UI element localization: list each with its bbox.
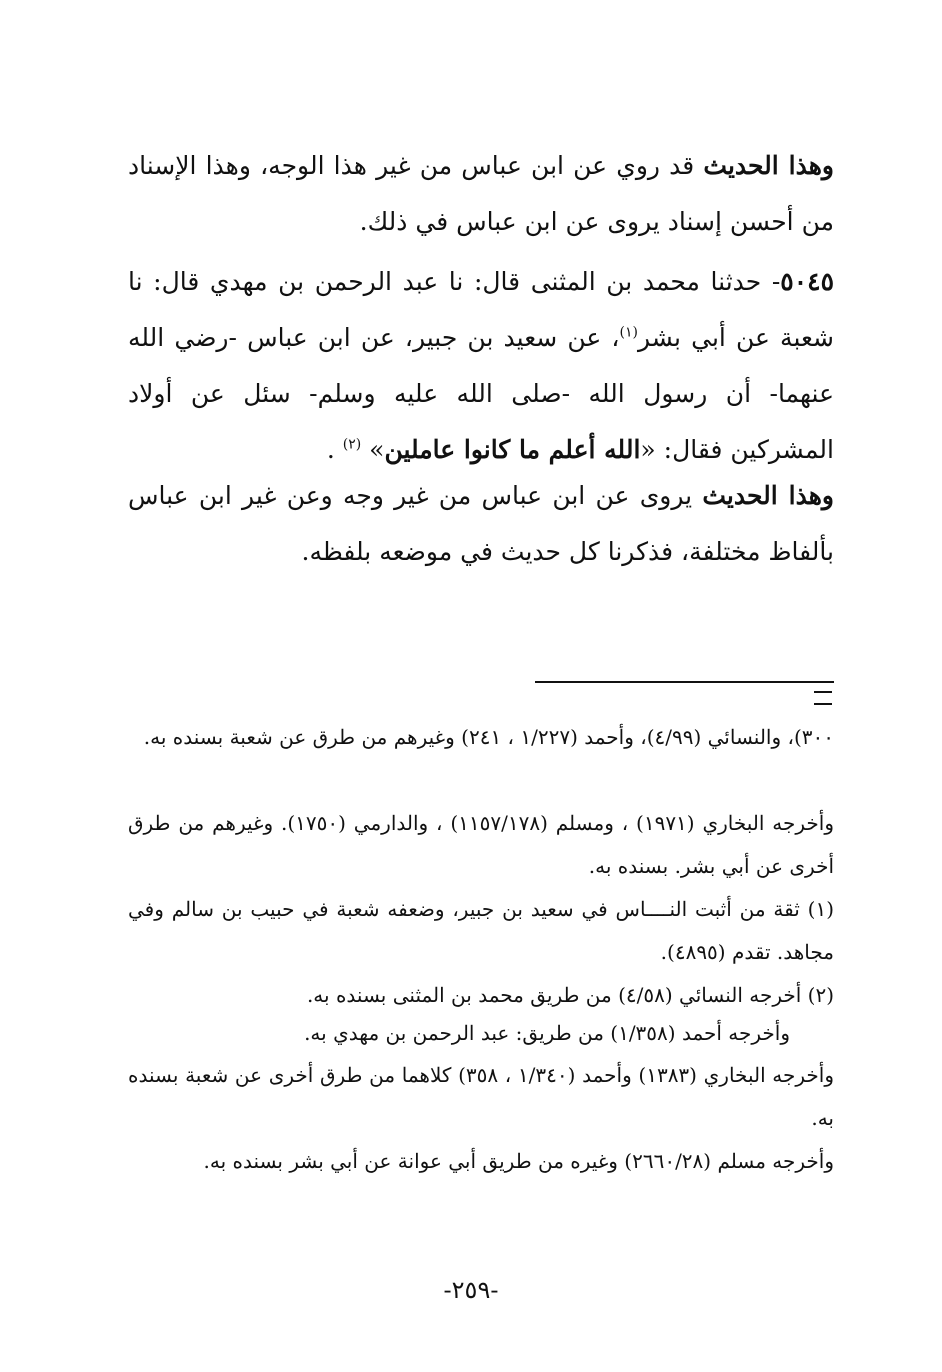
paragraph-1-text: قد روي عن ابن عباس من غير هذا الوجه، وهذا الإسناد من أحسن إسناد يروى عن ابن عباس في ذلك. [128, 151, 834, 236]
footnote-ref-2: (٢) [342, 436, 362, 453]
paragraph-1-lead: وهذا الحديث [703, 151, 834, 180]
footnote-continued-b: وأخرجه البخاري (١٩٧١) ، ومسلم (١١٥٧/١٧٨) ، والدارمي (١٧٥٠). وغيرهم من طرق أخرى عن أبي بشر. بسنده به. [128, 811, 834, 878]
hadith-5045 [128, 254, 834, 478]
hadith-quote: الله أعلم ما كانوا عاملين [384, 435, 641, 464]
footnote-2-line-b: وأخرجه أحمد (١/٣٥٨) من طريق: عبد الرحمن بن مهدي به. [304, 1021, 790, 1045]
paragraph-3 [128, 468, 834, 580]
footnote-2: (٢) أخرجه النسائي (٤/٥٨) من طريق محمد بن المثنى بسنده به. [306, 983, 834, 1007]
footnote-1: (١) ثقة من أثبت النــــاس في سعيد بن جبير، وضعفه شعبة في حبيب بن سالم وفي مجاهد. تقدم (٤٨٩٥). [128, 897, 834, 964]
hadith-quote-end: » [361, 435, 385, 464]
footnote-continued-a: ٣٠٠)، والنسائي (٤/٩٩)، وأحمد (١/٢٢٧ ، ٢٤١) وغيرهم من طرق عن شعبة بسنده به. [143, 725, 834, 749]
footnote-2-line-d: وأخرجه مسلم (٢٦٦٠/٢٨) وغيره من طريق أبي عوانة عن أبي بشر بسنده به. [203, 1149, 834, 1173]
footnote-ref-1: (١) [619, 324, 638, 341]
paragraph-1 [128, 138, 834, 250]
paragraph-3-lead: وهذا الحديث [702, 481, 835, 510]
hadith-text-a: - حدثنا محمد بن المثنى قال: نا عبد الرحمن بن مهدي قال: نا شعبة عن أبي بشر [128, 267, 834, 352]
hadith-number: ٥٠٤٥ [780, 267, 834, 296]
footnote-separator [535, 681, 834, 683]
footnote-2-line-c: وأخرجه البخاري (١٣٨٣) وأحمد (١/٣٤٠ ، ٣٥٨) كلاهما من طرق أخرى عن شعبة بسنده به. [128, 1063, 835, 1130]
footnote-separator-mark [814, 691, 832, 705]
hadith-text-b: ، عن سعيد بن جبير، عن ابن عباس -رضي الله عنهما- أن رسول الله -صلى الله عليه وسلم- سئل عن أولاد المشركين فقال: « [128, 323, 834, 464]
paragraph-3-text: يروى عن ابن عباس من غير وجه وعن غير ابن عباس بألفاظ مختلفة، فذكرنا كل حديث في موضعه بلفظه. [128, 481, 834, 566]
hadith-text-c: . [326, 435, 343, 464]
page-number: -٢٥٩- [443, 1276, 499, 1304]
